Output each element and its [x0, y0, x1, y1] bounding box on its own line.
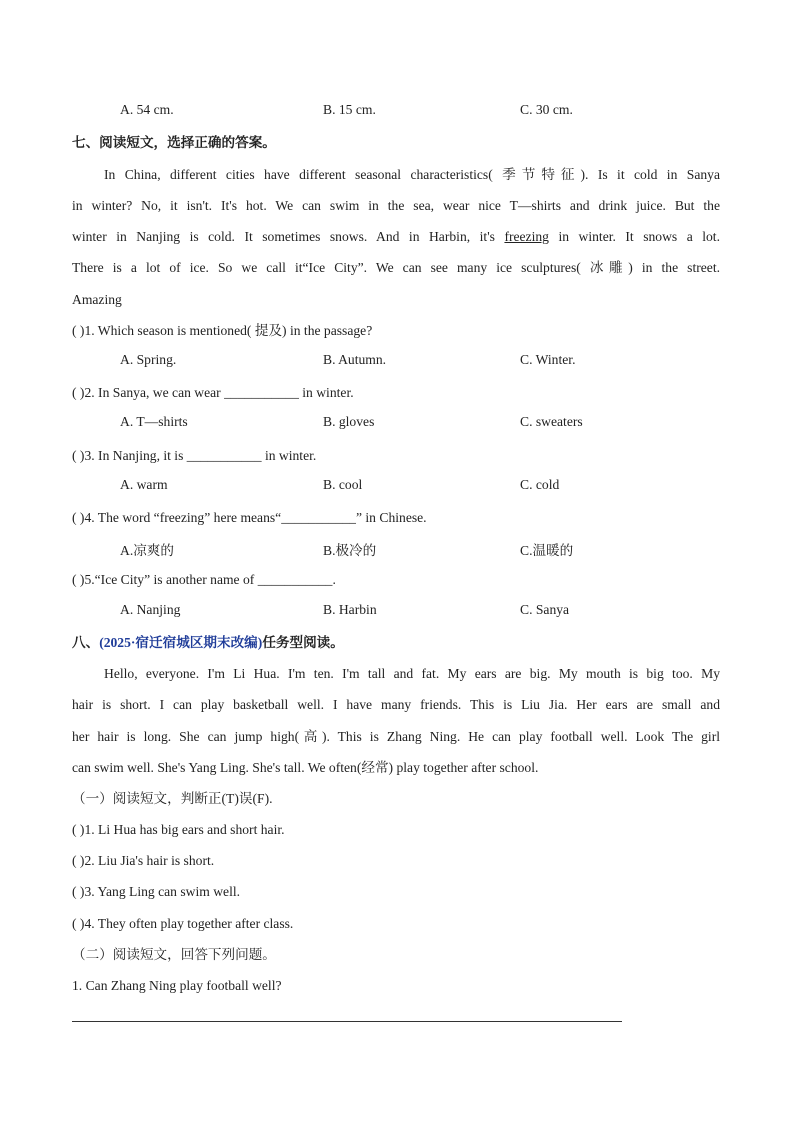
section-8-heading — [72, 633, 344, 653]
section-8-prefix: 八、 — [72, 635, 100, 650]
section-7-heading: 七、阅读短文，选择正确的答案。 — [72, 135, 276, 150]
passage-line: Amazing — [72, 292, 122, 307]
q2-option-c: C. sweaters — [520, 414, 583, 429]
part-2-heading: （二）阅读短文，回答下列问题。 — [72, 947, 276, 962]
question-2: ( )2. In Sanya, we can wear ___________ in winter. — [72, 385, 354, 400]
question-1: ( )1. Which season is mentioned( 提及) in the passage? — [72, 323, 373, 338]
q2-option-b: B. gloves — [323, 414, 375, 429]
q4-option-a: A.凉爽的 — [120, 543, 174, 558]
section-8-source: (2025·宿迁宿城区期末改编) — [99, 635, 263, 650]
q4-option-c: C.温暖的 — [520, 543, 574, 558]
tf-question-3: ( )3. Yang Ling can swim well. — [72, 884, 241, 899]
question-3: ( )3. In Nanjing, it is ___________ in winter. — [72, 448, 317, 463]
passage-line: her hair is long. She can jump high(高). This is Zhang Ning. He can play football well. Look The girl — [72, 729, 720, 744]
tf-question-2: ( )2. Liu Jia's hair is short. — [72, 853, 215, 868]
passage-line — [72, 227, 720, 247]
q4-option-b: B.极冷的 — [323, 543, 377, 558]
q5-option-a: A. Nanjing — [120, 602, 181, 617]
section-8-title: 任务型阅读。 — [262, 635, 344, 650]
option-c: C. 30 cm. — [520, 102, 573, 117]
passage-line: can swim well. She's Yang Ling. She's tall. We often(经常) play together after school. — [72, 760, 539, 775]
option-a: A. 54 cm. — [120, 102, 174, 117]
tf-question-4: ( )4. They often play together after class. — [72, 916, 294, 931]
option-b: B. 15 cm. — [323, 102, 376, 117]
tf-question-1: ( )1. Li Hua has big ears and short hair. — [72, 822, 285, 837]
passage-line: In China, different cities have different seasonal characteristics( 季节特征). Is it cold in Sanya — [104, 167, 720, 182]
passage-line: hair is short. I can play basketball well. I have many friends. This is Liu Jia. Her ears are small and — [72, 697, 720, 712]
q2-option-a: A. T—shirts — [120, 414, 188, 429]
passage-line: There is a lot of ice. So we call it“Ice City”. We can see many ice sculptures( 冰雕) in the street. — [72, 260, 720, 275]
underlined-word: freezing — [504, 229, 549, 244]
q5-option-c: C. Sanya — [520, 602, 570, 617]
answer-question-1: 1. Can Zhang Ning play football well? — [72, 978, 282, 993]
q3-option-a: A. warm — [120, 477, 168, 492]
q1-option-b: B. Autumn. — [323, 352, 387, 367]
part-1-heading: （一）阅读短文，判断正(T)误(F). — [72, 791, 273, 806]
q1-option-c: C. Winter. — [520, 352, 576, 367]
answer-line[interactable] — [72, 1021, 622, 1022]
q3-option-b: B. cool — [323, 477, 363, 492]
passage-line: in winter? No, it isn't. It's hot. We can swim in the sea, wear nice T—shirts and drink juice. But the — [72, 198, 720, 213]
passage-text: winter in Nanjing is cold. It sometimes snows. And in Harbin, it's — [72, 229, 495, 244]
passage-text: in winter. It snows a lot. — [558, 229, 720, 244]
question-5: ( )5.“Ice City” is another name of ___________. — [72, 572, 336, 587]
q5-option-b: B. Harbin — [323, 602, 377, 617]
q1-option-a: A. Spring. — [120, 352, 177, 367]
passage-line: Hello, everyone. I'm Li Hua. I'm ten. I'm tall and fat. My ears are big. My mouth is big too. My — [104, 666, 720, 681]
question-4: ( )4. The word “freezing” here means“___________” in Chinese. — [72, 510, 427, 525]
q3-option-c: C. cold — [520, 477, 560, 492]
